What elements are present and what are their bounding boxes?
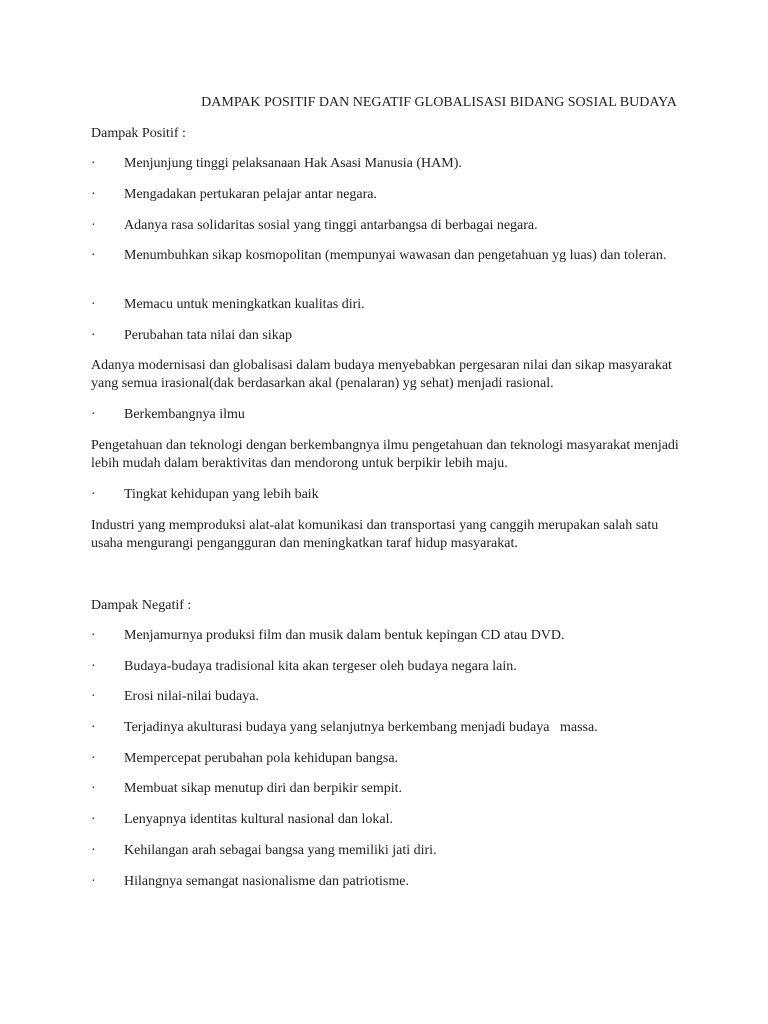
bullet-icon: · [91, 407, 96, 422]
heading-dampak-negatif: Dampak Negatif : [91, 598, 192, 613]
bullet-icon: · [91, 328, 96, 343]
bullet-icon: · [91, 781, 96, 796]
list-item-positif-4 [91, 247, 676, 265]
list-item-text: Berkembangnya ilmu [124, 407, 245, 422]
list-item-text: Membuat sikap menutup diri dan berpikir sempit. [124, 781, 403, 796]
list-item-text: Tingkat kehidupan yang lebih baik [124, 487, 319, 502]
bullet-icon: · [91, 689, 96, 704]
bullet-icon: · [91, 874, 96, 889]
list-item-text: Memacu untuk meningkatkan kualitas diri. [124, 297, 365, 312]
paragraph-industri: Industri yang memproduksi alat-alat komunikasi dan transportasi yang canggih merupakan salah satu usaha mengurangi pengangguran dan meningkatkan taraf hidup masyarakat. [91, 518, 659, 551]
list-item-text: Lenyapnya identitas kultural nasional dan lokal. [124, 812, 394, 827]
list-item-text: Budaya-budaya tradisional kita akan tergeser oleh budaya negara lain. [124, 659, 517, 674]
list-item-text: Mengadakan pertukaran pelajar antar negara. [124, 187, 378, 202]
list-item-text: Menjunjung tinggi pelaksanaan Hak Asasi Manusia (HAM). [124, 156, 462, 171]
paragraph-ilmu-pengetahuan: Pengetahuan dan teknologi dengan berkembangnya ilmu pengetahuan dan teknologi masyarakat menjadi lebih mudah dalam beraktivitas dan mendorong untuk berpikir lebih maju. [91, 438, 679, 471]
list-item-text: Menumbuhkan sikap kosmopolitan (mempunyai wawasan dan pengetahuan yg luas) dan toleran. [124, 248, 667, 263]
list-item-text: Adanya rasa solidaritas sosial yang tinggi antarbangsa di berbagai negara. [124, 218, 538, 233]
bullet-icon: · [91, 751, 96, 766]
bullet-icon: · [91, 297, 96, 312]
bullet-icon: · [91, 248, 96, 263]
list-item-text: Perubahan tata nilai dan sikap [124, 328, 292, 343]
list-item-text: Mempercepat perubahan pola kehidupan bangsa. [124, 751, 399, 766]
bullet-icon: · [91, 843, 96, 858]
heading-dampak-positif: Dampak Positif : [91, 126, 186, 141]
document-title: DAMPAK POSITIF DAN NEGATIF GLOBALISASI BIDANG SOSIAL BUDAYA [201, 95, 677, 110]
list-item-text: Kehilangan arah sebagai bangsa yang memiliki jati diri. [124, 843, 437, 858]
paragraph-pergeseran-nilai: Adanya modernisasi dan globalisasi dalam budaya menyebabkan pergesaran nilai dan sikap masyarakat yang semua irasional(dak berdasarkan akal (penalaran) yg sehat) menjadi rasional. [91, 358, 672, 391]
bullet-icon: · [91, 720, 96, 735]
bullet-icon: · [91, 156, 96, 171]
bullet-icon: · [91, 487, 96, 502]
bullet-icon: · [91, 659, 96, 674]
list-item-text: Hilangnya semangat nasionalisme dan patriotisme. [124, 874, 409, 889]
list-item-text: Erosi nilai-nilai budaya. [124, 689, 259, 704]
list-item-text: Terjadinya akulturasi budaya yang selanjutnya berkembang menjadi budaya massa. [124, 720, 598, 735]
bullet-icon: · [91, 218, 96, 233]
bullet-icon: · [91, 812, 96, 827]
bullet-icon: · [91, 628, 96, 643]
bullet-icon: · [91, 187, 96, 202]
list-item-text: Menjamurnya produksi film dan musik dalam bentuk kepingan CD atau DVD. [124, 628, 565, 643]
